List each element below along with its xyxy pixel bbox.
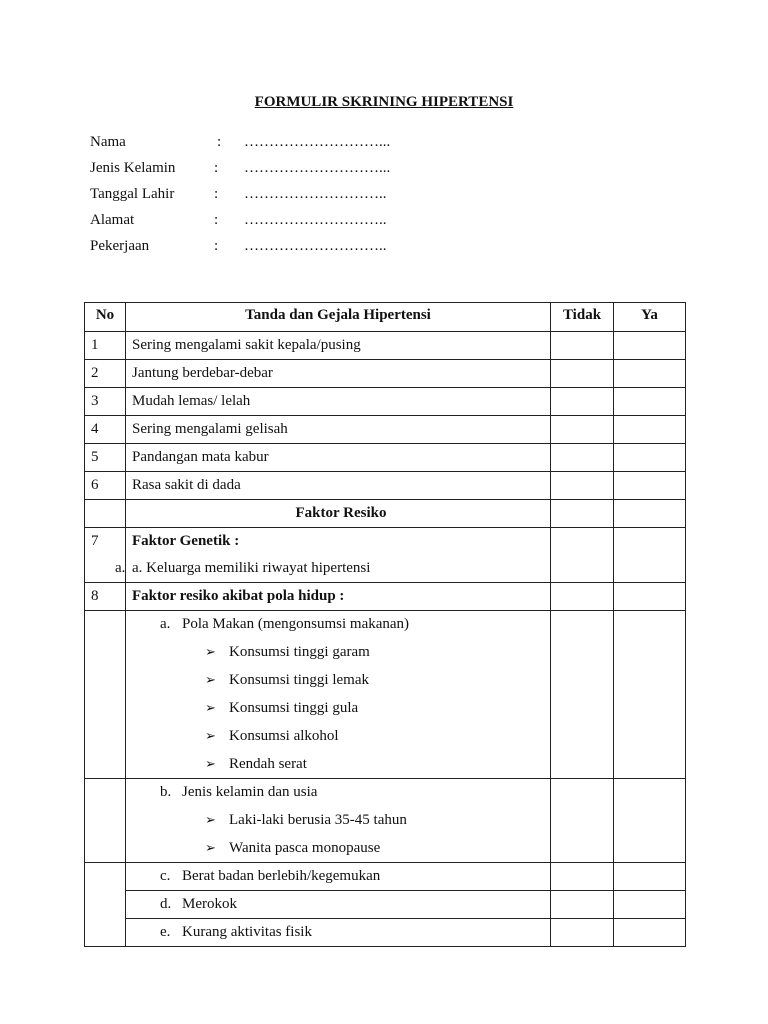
tidak-checkbox[interactable] [551, 388, 614, 416]
bullet-item [132, 722, 550, 750]
empty-cell [85, 611, 126, 779]
list-text: Kurang aktivitas fisik [182, 924, 312, 940]
list-letter: b. [160, 784, 172, 800]
ya-checkbox[interactable] [614, 360, 686, 388]
bullet-item [132, 666, 550, 694]
table-header-row [85, 303, 686, 332]
empty-cell [551, 500, 614, 528]
field-value[interactable]: ……………………….. [244, 212, 387, 228]
table-row [85, 416, 686, 444]
ya-checkbox[interactable] [614, 583, 686, 611]
tidak-checkbox[interactable] [551, 332, 614, 360]
row-number-value: 7 [91, 533, 99, 549]
lifestyle-title: Faktor resiko akibat pola hidup : [126, 583, 551, 611]
bullet-text: Laki-laki berusia 35-45 tahun [229, 812, 407, 828]
ya-checkbox[interactable] [614, 416, 686, 444]
gender-age-cell [126, 779, 551, 863]
table-row [85, 332, 686, 360]
list-letter: e. [160, 924, 171, 940]
genetic-cell [126, 528, 551, 583]
row-number: 2 [85, 360, 126, 388]
row-text: Sering mengalami sakit kepala/pusing [126, 332, 551, 360]
field-label: Nama [90, 134, 126, 150]
list-item [126, 863, 551, 891]
genetic-title: Faktor Genetik : [132, 533, 240, 549]
list-text: Pola Makan (mengonsumsi makanan) [182, 616, 410, 632]
arrowhead-bullet-icon: ➢ [205, 644, 216, 659]
row-text: Sering mengalami gelisah [126, 416, 551, 444]
bullet-item [132, 638, 550, 666]
field-label: Alamat [90, 212, 135, 228]
tidak-checkbox[interactable] [551, 779, 614, 863]
field-colon: : [214, 186, 219, 202]
header-symptom: Tanda dan Gejala Hipertensi [126, 303, 551, 332]
arrowhead-bullet-icon: ➢ [205, 840, 216, 855]
arrowhead-bullet-icon: ➢ [205, 672, 216, 687]
list-item [126, 919, 551, 947]
row-number: 5 [85, 444, 126, 472]
table-row-lifestyle [85, 583, 686, 611]
table-row [85, 863, 686, 891]
ya-checkbox[interactable] [614, 779, 686, 863]
row-number [85, 528, 126, 583]
arrowhead-bullet-icon: ➢ [205, 756, 216, 771]
list-item [132, 779, 550, 806]
row-number: 3 [85, 388, 126, 416]
list-letter: d. [160, 896, 172, 912]
row-text: Rasa sakit di dada [126, 472, 551, 500]
screening-table [84, 302, 686, 947]
arrowhead-bullet-icon: ➢ [205, 812, 216, 827]
field-colon: : [217, 134, 222, 150]
ya-checkbox[interactable] [614, 528, 686, 583]
list-item [126, 891, 551, 919]
empty-cell [614, 500, 686, 528]
table-row-diet [85, 611, 686, 779]
ya-checkbox[interactable] [614, 891, 686, 919]
list-text: Jenis kelamin dan usia [182, 784, 318, 800]
field-label: Tanggal Lahir [90, 186, 175, 202]
field-value[interactable]: ……………………….. [244, 186, 387, 202]
header-ya: Ya [614, 303, 686, 332]
field-value[interactable]: ………………………... [244, 160, 391, 176]
field-colon: : [214, 212, 219, 228]
tidak-checkbox[interactable] [551, 919, 614, 947]
tidak-checkbox[interactable] [551, 583, 614, 611]
field-colon: : [214, 238, 219, 254]
tidak-checkbox[interactable] [551, 416, 614, 444]
bullet-item [132, 750, 550, 778]
table-row [85, 919, 686, 947]
ya-checkbox[interactable] [614, 332, 686, 360]
section-title: Faktor Resiko [126, 500, 551, 528]
row-number: 1 [85, 332, 126, 360]
bullet-item [132, 834, 550, 862]
field-value[interactable]: ……………………….. [244, 238, 387, 254]
table-row-genetic [85, 528, 686, 583]
row-text: Mudah lemas/ lelah [126, 388, 551, 416]
header-tidak: Tidak [551, 303, 614, 332]
header-no: No [85, 303, 126, 332]
empty-cell [85, 779, 126, 863]
tidak-checkbox[interactable] [551, 444, 614, 472]
tidak-checkbox[interactable] [551, 360, 614, 388]
bullet-item [132, 806, 550, 834]
tidak-checkbox[interactable] [551, 528, 614, 583]
table-row [85, 388, 686, 416]
table-row [85, 444, 686, 472]
list-letter: c. [160, 868, 171, 884]
arrowhead-bullet-icon: ➢ [205, 700, 216, 715]
ya-checkbox[interactable] [614, 444, 686, 472]
ya-checkbox[interactable] [614, 388, 686, 416]
arrowhead-bullet-icon: ➢ [205, 728, 216, 743]
bullet-item [132, 694, 550, 722]
ya-checkbox[interactable] [614, 611, 686, 779]
table-row [85, 472, 686, 500]
tidak-checkbox[interactable] [551, 863, 614, 891]
list-marker: a. [115, 560, 126, 576]
diet-cell [126, 611, 551, 779]
row-text: Pandangan mata kabur [126, 444, 551, 472]
tidak-checkbox[interactable] [551, 472, 614, 500]
genetic-item: a. Keluarga memiliki riwayat hipertensi [132, 560, 371, 576]
list-text: Merokok [182, 896, 237, 912]
row-number: 6 [85, 472, 126, 500]
field-label: Pekerjaan [90, 238, 150, 254]
table-row-gender-age [85, 779, 686, 863]
field-colon: : [214, 160, 219, 176]
bullet-text: Konsumsi tinggi lemak [229, 672, 369, 688]
empty-cell [85, 500, 126, 528]
bullet-text: Wanita pasca monopause [229, 840, 381, 856]
page-title: FORMULIR SKRINING HIPERTENSI [254, 94, 514, 110]
list-item [132, 611, 550, 638]
table-row [85, 891, 686, 919]
bullet-text: Konsumsi tinggi gula [229, 700, 359, 716]
ya-checkbox[interactable] [614, 919, 686, 947]
empty-cell [85, 863, 126, 947]
list-letter: a. [160, 616, 171, 632]
section-row [85, 500, 686, 528]
field-value[interactable]: ………………………... [244, 134, 391, 150]
bullet-text: Konsumsi alkohol [229, 728, 339, 744]
ya-checkbox[interactable] [614, 472, 686, 500]
field-label: Jenis Kelamin [90, 160, 176, 176]
bullet-text: Konsumsi tinggi garam [229, 644, 370, 660]
tidak-checkbox[interactable] [551, 611, 614, 779]
ya-checkbox[interactable] [614, 863, 686, 891]
row-number: 8 [85, 583, 126, 611]
bullet-text: Rendah serat [229, 756, 307, 772]
table-row [85, 360, 686, 388]
list-text: Berat badan berlebih/kegemukan [182, 868, 381, 884]
row-text: Jantung berdebar-debar [126, 360, 551, 388]
tidak-checkbox[interactable] [551, 891, 614, 919]
row-number: 4 [85, 416, 126, 444]
